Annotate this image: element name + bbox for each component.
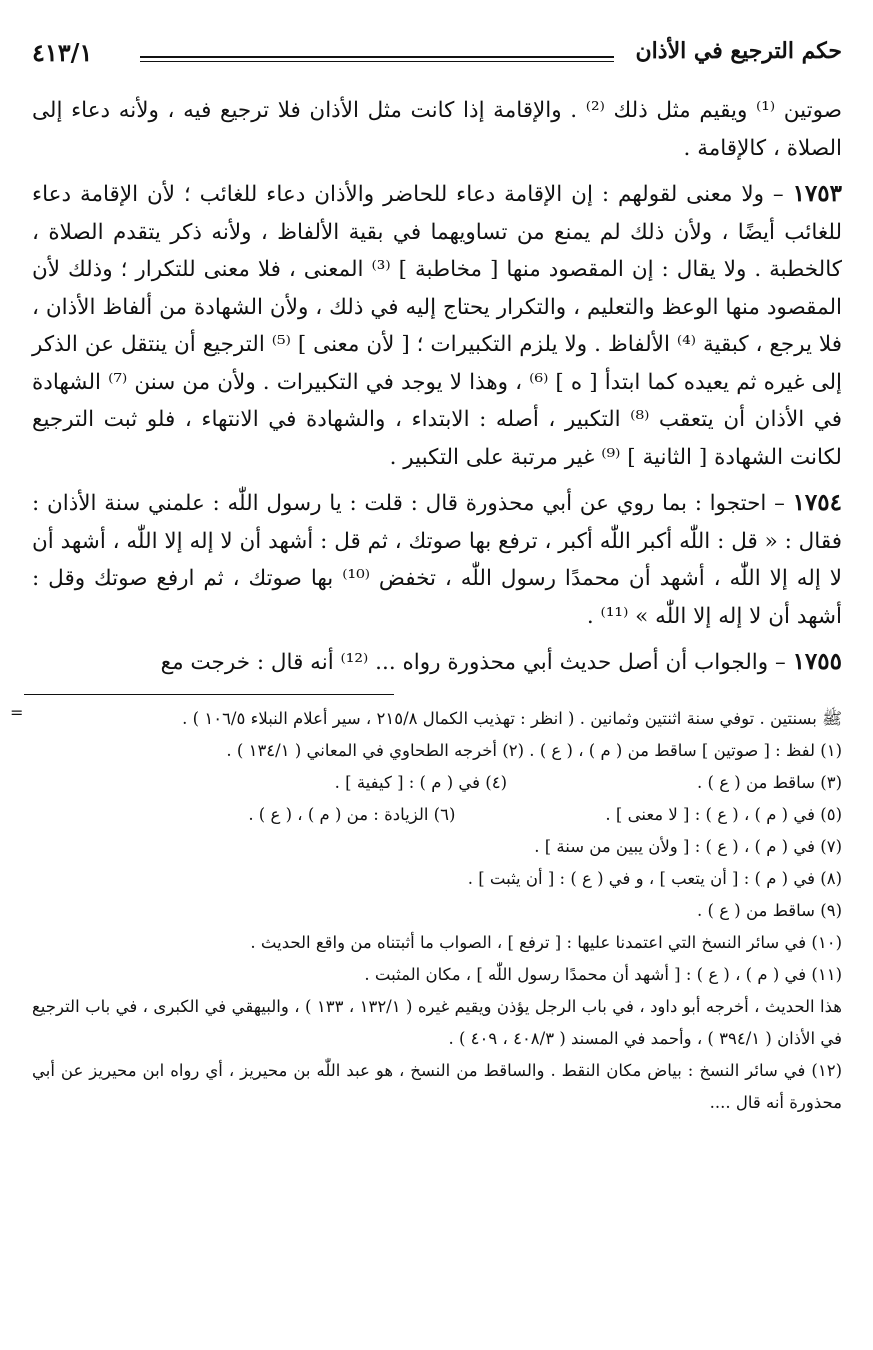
footnote: (١٢) في سائر النسخ : بياض مكان النقط . والساقط من النسخ ، هو عبد اللّٰه بن محيريز ، أي رواه ابن محيريز عن أبي محذورة أنه قال .... [32, 1060, 842, 1112]
page-header [32, 34, 842, 78]
paragraph [32, 175, 842, 476]
page-number: ٤١٣/١ [32, 38, 93, 67]
issue-number: ١٧٥٣ [792, 180, 842, 207]
footnote-part: (٥) في ( م ) ، ( ع ) : [ لا معنى ] . [605, 804, 842, 824]
footnote-part: (٤) في ( م ) : [ كيفية ] . [334, 772, 508, 792]
book-page [10, 34, 842, 1119]
footnote: (١) لفظ : [ صوتين ] ساقط من ( م ) ، ( ع ) . (٢) أخرجه الطحاوي في المعاني ( ١٣٤/١ ) . [226, 740, 842, 760]
main-text [32, 92, 842, 682]
footnote: (١٠) في سائر النسخ التي اعتمدنا عليها : [ ترفع ] ، الصواب ما أثبتناه من واقع الحديث . [250, 932, 842, 952]
paragraph-text: – احتجوا : بما روي عن أبي محذورة قال : قلت : يا رسول اللّٰه : علمني سنة الأذان : فقال : « قل : اللّٰه أكبر اللّٰه أكبر ، ترفع بها صوتك ، ثم قل : أشهد أن لا إله إلا اللّٰه ، أشهد أن لا إله إلا اللّٰه ، أشهد أن محمدًا رسول اللّٰه ، تخفض ⁽¹⁰⁾ بها صوتك ، ثم ارفع صوتك وقل : أشهد أن لا إله إلا اللّٰه » ⁽¹¹⁾ . [32, 491, 842, 629]
footnote-part: (٦) الزيادة : من ( م ) ، ( ع ) . [248, 804, 456, 824]
footnotes [10, 702, 842, 1119]
paragraph [32, 643, 842, 682]
footnote: (٩) ساقط من ( ع ) . [697, 900, 842, 920]
footnote: هذا الحديث ، أخرجه أبو داود ، في باب الرجل يؤذن ويقيم غيره ( ١٣٢/١ ، ١٣٣ ) ، والبيهقي في الكبرى ، في باب الترجيع في الأذان ( ٣٩٤/١ ) ، وأحمد في المسند ( ٤٠٨/٣ ، ٤٠٩ ) . [32, 996, 842, 1048]
footnote [32, 799, 842, 831]
footnote: (٨) في ( م ) : [ أن يتعب ] ، و في ( ع ) : [ أن يثبت ] . [467, 868, 842, 888]
footnote: (١١) في ( م ) ، ( ع ) : [ أشهد أن محمدًا رسول اللّٰه ] ، مكان المثبت . [364, 964, 842, 984]
paragraph-text: صوتين ⁽¹⁾ ويقيم مثل ذلك ⁽²⁾ . والإقامة إذا كانت مثل الأذان فلا ترجيع فيه ، ولأنه دعاء إلى الصلاة ، كالإقامة . [32, 98, 842, 161]
paragraph [32, 484, 842, 635]
running-title: حكم الترجيع في الأذان [635, 38, 842, 64]
paragraph [32, 92, 842, 167]
continuation-mark: = [10, 702, 24, 722]
header-rule [140, 56, 614, 58]
footnote: ﷺ بسنتين . توفي سنة اثنتين وثمانين . ( انظر : تهذيب الكمال ٢١٥/٨ ، سير أعلام النبلاء ١٠٦/٥ ) . [182, 708, 842, 728]
footnote: (٧) في ( م ) ، ( ع ) : [ ولأن يبين من سنة ] . [534, 836, 842, 856]
paragraph-text: – والجواب أن أصل حديث أبي محذورة رواه ... ⁽¹²⁾ أنه قال : خرجت مع [160, 650, 786, 675]
issue-number: ١٧٥٥ [792, 648, 842, 675]
footnote-part: (٣) ساقط من ( ع ) . [697, 772, 842, 792]
paragraph-text: – ولا معنى لقولهم : إن الإقامة دعاء للحاضر والأذان دعاء للغائب ؛ لأن الإقامة دعاء للغائب أيضًا ، ولأن ذلك لم يمنع من تساويهما في بقية الألفاظ ، ولأنه ذكر يتقدم الصلاة ، كالخطبة . ولا يقال : إن المقصود منها [ مخاطبة ] ⁽³⁾ المعنى ، فلا معنى للتكرار ؛ وذلك لأن المقصود منها الوعظ والتعليم ، والتكرار يحتاج إليه في ذلك ، ولأن الشهادة من ألفاظ الأذان ، فلا يرجع ، كبقية ⁽⁴⁾ الألفاظ . ولا يلزم التكبيرات ؛ [ لأن معنى ] ⁽⁵⁾ الترجيع أن ينتقل عن الذكر إلى غيره ثم يعيده كما ابتدأ [ ه ] ⁽⁶⁾ ، وهذا لا يوجد في التكبيرات . ولأن من سنن ⁽⁷⁾ الشهادة في الأذان أن يتعقب ⁽⁸⁾ التكبير ، أصله : الابتداء ، والشهادة في الانتهاء ، فلو ثبت الترجيع لكانت الشهادة [ الثانية ] ⁽⁹⁾ غير مرتبة على التكبير . [32, 182, 842, 470]
issue-number: ١٧٥٤ [792, 489, 842, 516]
footnote [32, 767, 842, 799]
footnote-separator [24, 694, 394, 695]
